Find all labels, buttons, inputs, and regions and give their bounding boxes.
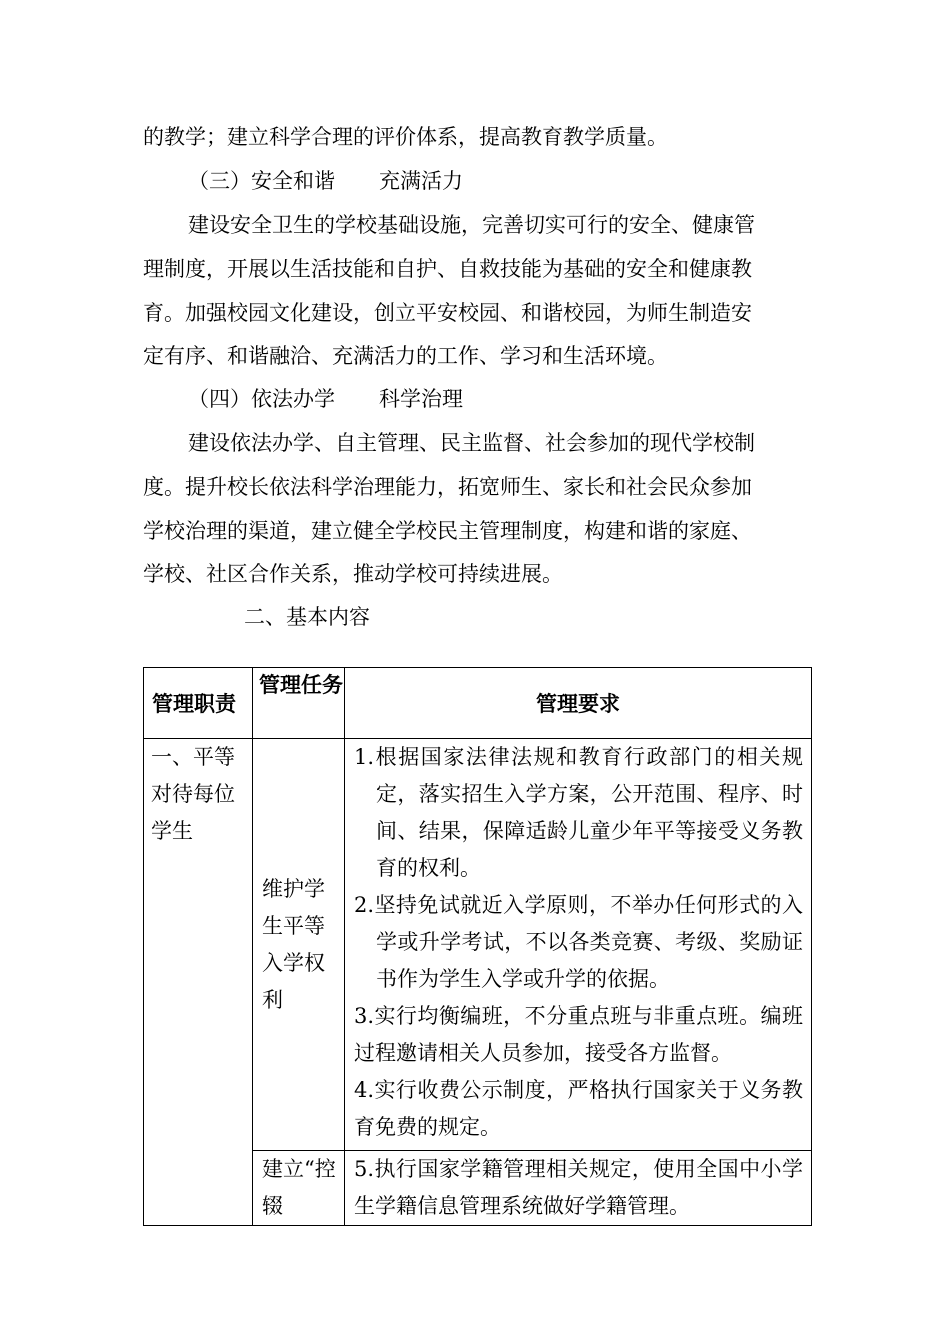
subheading-3-part-b: 充满活力 <box>379 169 463 193</box>
header-duty: 管理职责 <box>144 668 253 739</box>
task-cell: 维护学生平等入学权利 <box>253 739 345 1151</box>
task-cell: 建立“控辍 <box>253 1151 345 1226</box>
paragraph-line: 建设依法办学、自主管理、民主监督、社会参加的现代学校制 <box>188 431 755 455</box>
subheading-3-part-a: （三）安全和谐 <box>188 169 335 193</box>
table-header-row <box>144 668 812 739</box>
paragraph-line: 建设安全卫生的学校基础设施，完善切实可行的安全、健康管 <box>188 213 755 237</box>
paragraph-line: 理制度，开展以生活技能和自护、自救技能为基础的安全和健康教 <box>143 257 752 281</box>
paragraph-line: 的教学；建立科学合理的评价体系，提高教育教学质量。 <box>143 125 668 149</box>
requirement-item: 4.实行收费公示制度，严格执行国家关于义务教育免费的规定。 <box>354 1078 803 1139</box>
paragraph-line: 学校治理的渠道，建立健全学校民主管理制度，构建和谐的家庭、 <box>143 519 752 543</box>
table-row <box>144 739 812 1151</box>
duty-cell: 一、平等对待每位学生 <box>144 739 253 1226</box>
subheading-4-part-b: 科学治理 <box>379 387 463 411</box>
paragraph-line: 育。加强校园文化建设，创立平安校园、和谐校园，为师生制造安 <box>143 301 752 325</box>
requirement-item: 2.坚持免试就近入学原则，不举办任何形式的入学或升学考试，不以各类竞赛、考级、奖励证书作为学生入学或升学的依据。 <box>354 893 803 991</box>
paragraph-line: 学校、社区合作关系，推动学校可持续进展。 <box>143 562 563 586</box>
subheading-3 <box>188 166 463 196</box>
subheading-4 <box>188 384 463 414</box>
header-task: 管理任务 <box>253 668 345 739</box>
paragraph-line: 度。提升校长依法科学治理能力，拓宽师生、家长和社会民众参加 <box>143 475 752 499</box>
requirements-cell <box>345 739 812 1151</box>
requirement-item: 3.实行均衡编班，不分重点班与非重点班。编班过程邀请相关人员参加，接受各方监督。 <box>354 1004 803 1065</box>
requirements-cell <box>345 1151 812 1226</box>
header-requirements: 管理要求 <box>345 668 812 739</box>
requirement-item: 1.根据国家法律法规和教育行政部门的相关规定，落实招生入学方案，公开范围、程序、时间、结果，保障适龄儿童少年平等接受义务教育的权利。 <box>354 745 803 880</box>
requirement-item: 5.执行国家学籍管理相关规定，使用全国中小学生学籍信息管理系统做好学籍管理。 <box>354 1157 803 1218</box>
section-heading: 二、基本内容 <box>244 605 370 629</box>
paragraph-line: 定有序、和谐融洽、充满活力的工作、学习和生活环境。 <box>143 344 668 368</box>
content-table <box>143 667 812 1226</box>
subheading-4-part-a: （四）依法办学 <box>188 387 335 411</box>
